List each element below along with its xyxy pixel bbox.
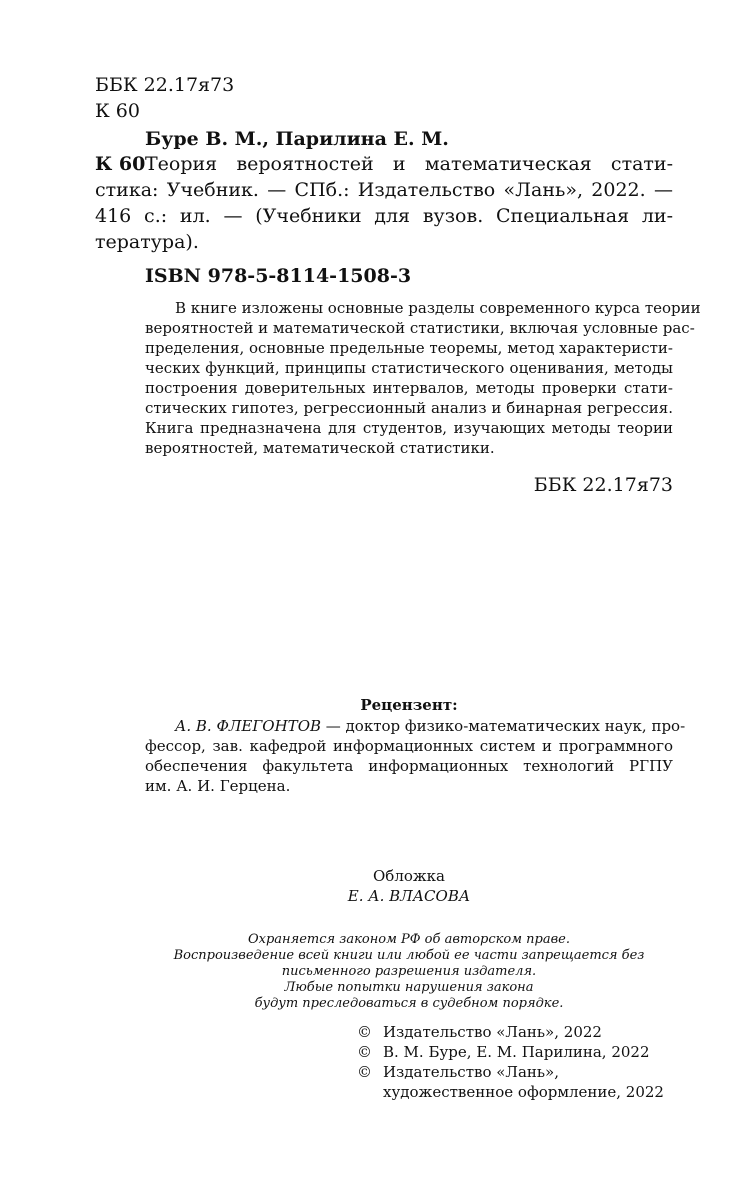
author-code: К 60 [95, 153, 146, 175]
legal-line: будут преследоваться в судебном порядке. [254, 996, 564, 1011]
copyright-indent [357, 1082, 383, 1102]
legal-line: Охраняется законом РФ об авторском праве. [248, 932, 570, 947]
reviewer-credentials: — доктор физико-математических наук, про- [321, 717, 686, 735]
abstract-line: стических гипотез, регрессионный анализ и бинарная регрессия. [145, 399, 673, 417]
reviewer-name: А. В. ФЛЕГОНТОВ [175, 717, 322, 735]
reviewer-line: фессор, зав. кафедрой информационных систем и программного [145, 737, 673, 755]
copyright-holder: В. М. Буре, Е. М. Парилина, 2022 [383, 1043, 650, 1061]
legal-notice [145, 932, 673, 1012]
abstract-line: ческих функций, принципы статистического оценивания, методы [145, 359, 673, 377]
bbk-code-top: ББК 22.17я73 [95, 74, 235, 96]
legal-line: Любые попытки нарушения закона [284, 980, 534, 995]
copyright-symbol: © [357, 1043, 372, 1061]
citation-line: Теория вероятностей и математическая стати- [145, 153, 673, 175]
copyright-row [357, 1082, 677, 1102]
abstract-line: Книга предназначена для студентов, изучающих методы теории [145, 419, 673, 437]
authors-line: Буре В. М., Парилина Е. М. [145, 128, 449, 150]
abstract-line: пределения, основные предельные теоремы, метод характеристи- [145, 339, 673, 357]
isbn: ISBN 978-5-8114-1508-3 [145, 265, 412, 287]
author-code-top: К 60 [95, 100, 140, 122]
copyright-holder: Издательство «Лань», [383, 1063, 560, 1081]
reviewer-line: обеспечения факультета информационных технологий РГПУ [145, 757, 673, 775]
reviewer-line [145, 716, 686, 736]
copyright-symbol: © [357, 1023, 372, 1041]
reviewer-line: им. А. И. Герцена. [145, 777, 291, 795]
citation-line: 416 с.: ил. — (Учебники для вузов. Специальная ли- [95, 205, 673, 227]
legal-line: Воспроизведение всей книги или любой ее части запрещается без [173, 948, 645, 963]
abstract-line: вероятностей и математической статистики, включая условные рас- [145, 319, 695, 337]
copyright-symbol: © [357, 1063, 372, 1081]
citation-line: стика: Учебник. — СПб.: Издательство «Лань», 2022. — [95, 179, 673, 201]
legal-line: письменного разрешения издателя. [281, 964, 537, 979]
cover-artist: Е. А. ВЛАСОВА [347, 887, 471, 905]
cover-label: Обложка [372, 867, 445, 885]
abstract [145, 298, 701, 458]
copyright-row [357, 1062, 677, 1082]
reviewer-block [145, 716, 686, 796]
reviewer-heading: Рецензент: [360, 696, 458, 714]
citation-line: тература). [95, 231, 199, 253]
copyright-row [357, 1042, 677, 1062]
copyright-row [357, 1022, 677, 1042]
copyright-continuation: художественное оформление, 2022 [383, 1083, 664, 1101]
bbk-code-bottom: ББК 22.17я73 [533, 474, 673, 496]
copyright-block [357, 1022, 677, 1102]
copyright-holder: Издательство «Лань», 2022 [383, 1023, 602, 1041]
abstract-line: В книге изложены основные разделы современного курса теории [175, 299, 701, 317]
abstract-line: вероятностей, математической статистики. [145, 439, 495, 457]
abstract-line: построения доверительных интервалов, методы проверки стати- [145, 379, 673, 397]
